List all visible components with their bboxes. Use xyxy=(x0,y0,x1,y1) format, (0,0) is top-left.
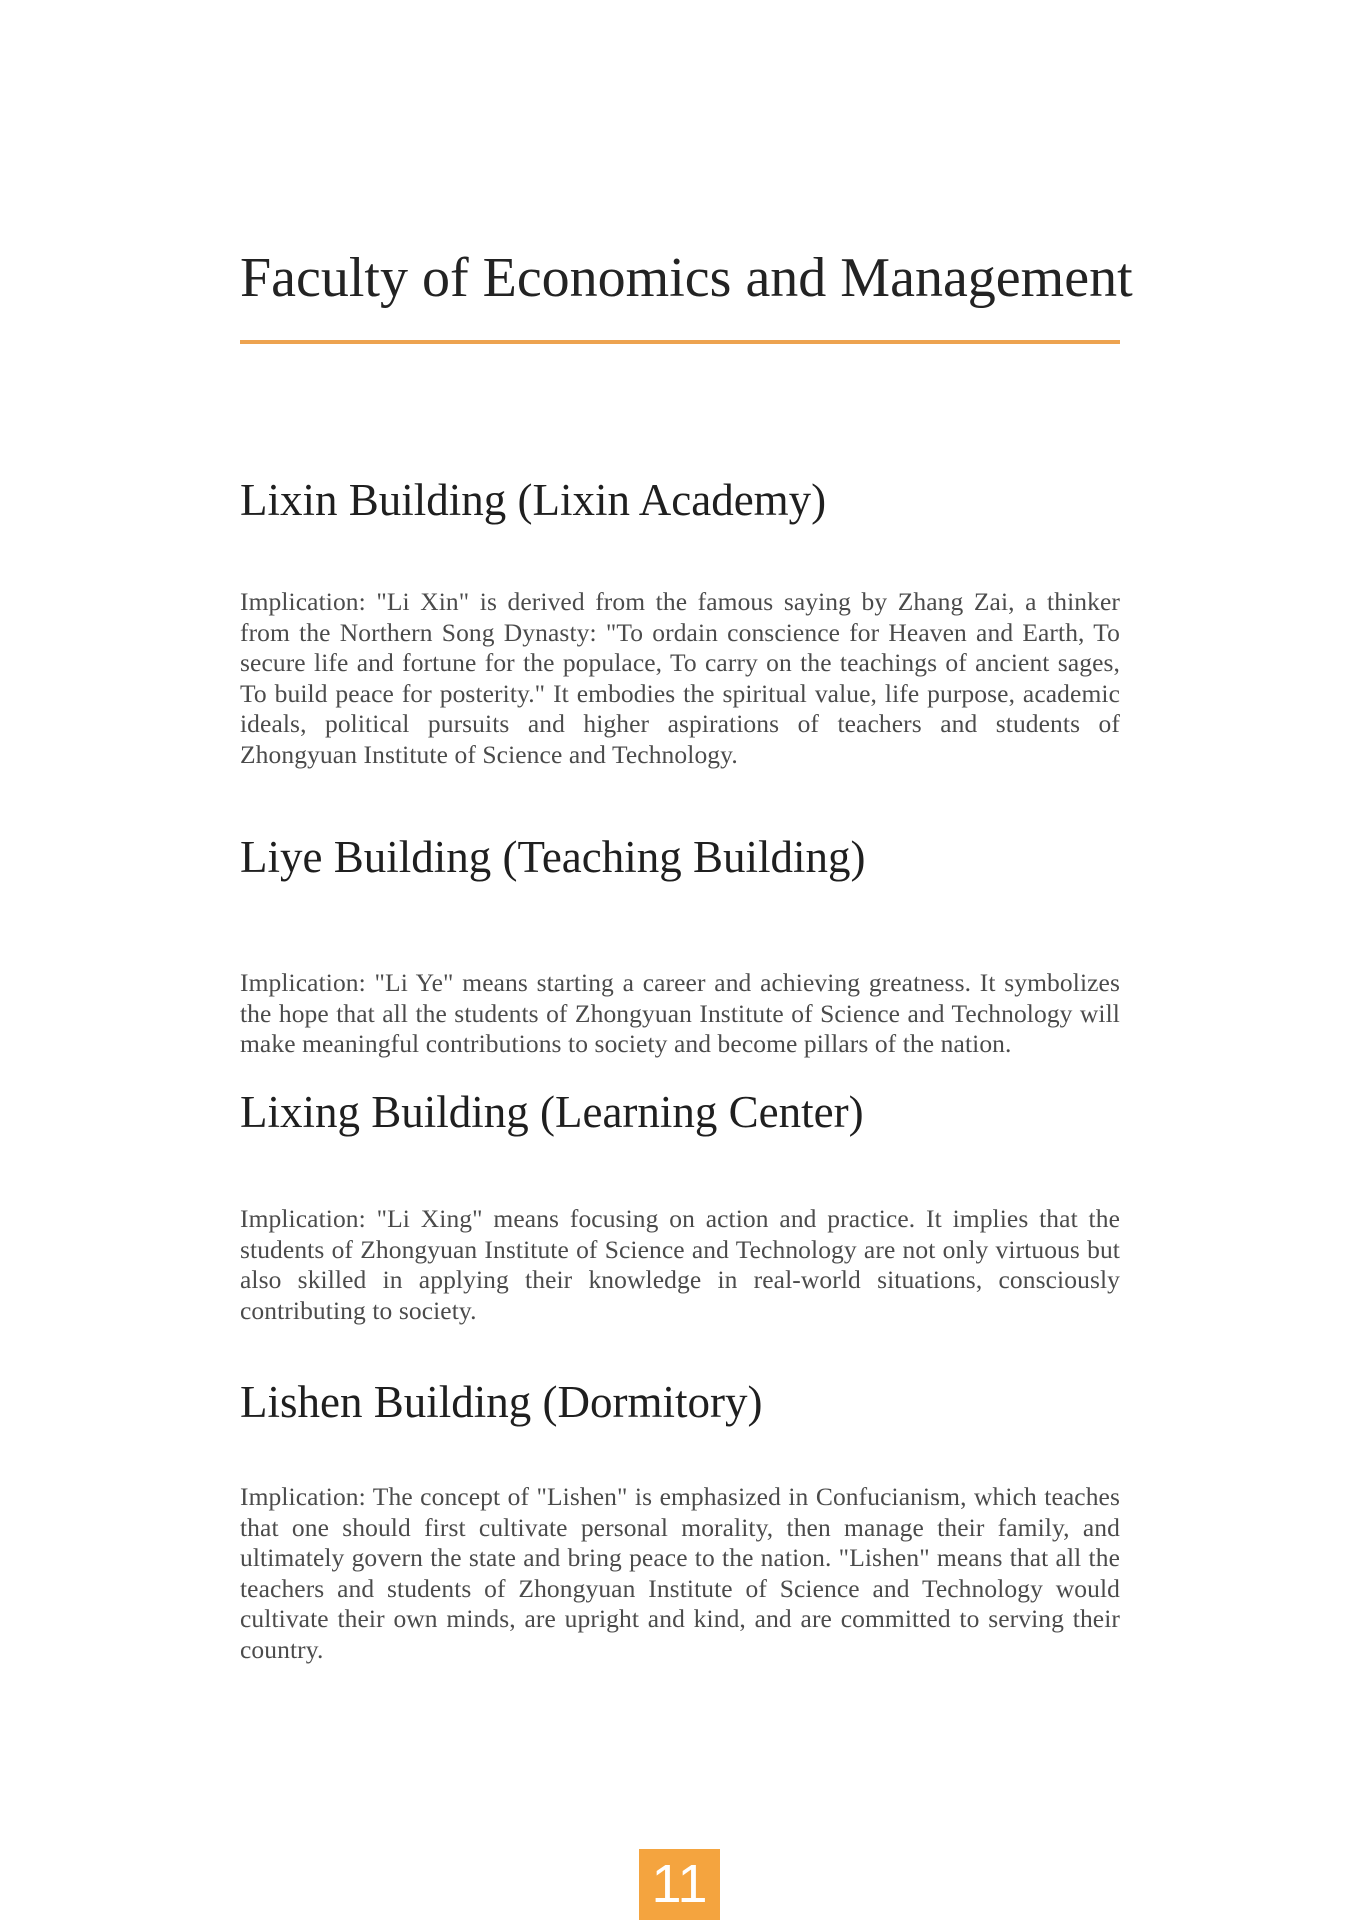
section-heading-lishen: Lishen Building (Dormitory) xyxy=(240,1377,763,1427)
section-body-liye: Implication: "Li Ye" means starting a career and achieving greatness. It symbolizes the hope that all the students of Zhongyuan Institute of Science and Technology will make meaningful contributions to society and become pillars of the nation. xyxy=(240,968,1120,1059)
section-heading-lixin: Lixin Building (Lixin Academy) xyxy=(240,475,827,525)
section-body-lixin: Implication: "Li Xin" is derived from the famous saying by Zhang Zai, a thinker from the Northern Song Dynasty: "To ordain conscience for Heaven and Earth, To secure life and fortune for the populace, To carry on the teachings of ancient sages, To build peace for posterity." It embodies the spiritual value, life purpose, academic ideals, political pursuits and higher aspirations of teachers and students of Zhongyuan Institute of Science and Technology. xyxy=(240,587,1120,769)
section-heading-lixing: Lixing Building (Learning Center) xyxy=(240,1087,864,1137)
section-body-lixing: Implication: "Li Xing" means focusing on action and practice. It implies that the students of Zhongyuan Institute of Science and Technology are not only virtuous but also skilled in applying their knowledge in real-world situations, consciously contributing to society. xyxy=(240,1204,1120,1325)
page-number-box xyxy=(639,1849,720,1920)
page-number: 11 xyxy=(651,1853,708,1914)
page-title: Faculty of Economics and Management xyxy=(240,247,1133,309)
section-heading-liye: Liye Building (Teaching Building) xyxy=(240,832,866,882)
title-underline-rule xyxy=(240,340,1120,344)
section-body-lishen: Implication: The concept of "Lishen" is emphasized in Confucianism, which teaches that one should first cultivate personal morality, then manage their family, and ultimately govern the state and bring peace to the nation. "Lishen" means that all the teachers and students of Zhongyuan Institute of Science and Technology would cultivate their own minds, are upright and kind, and are committed to serving their country. xyxy=(240,1482,1120,1664)
